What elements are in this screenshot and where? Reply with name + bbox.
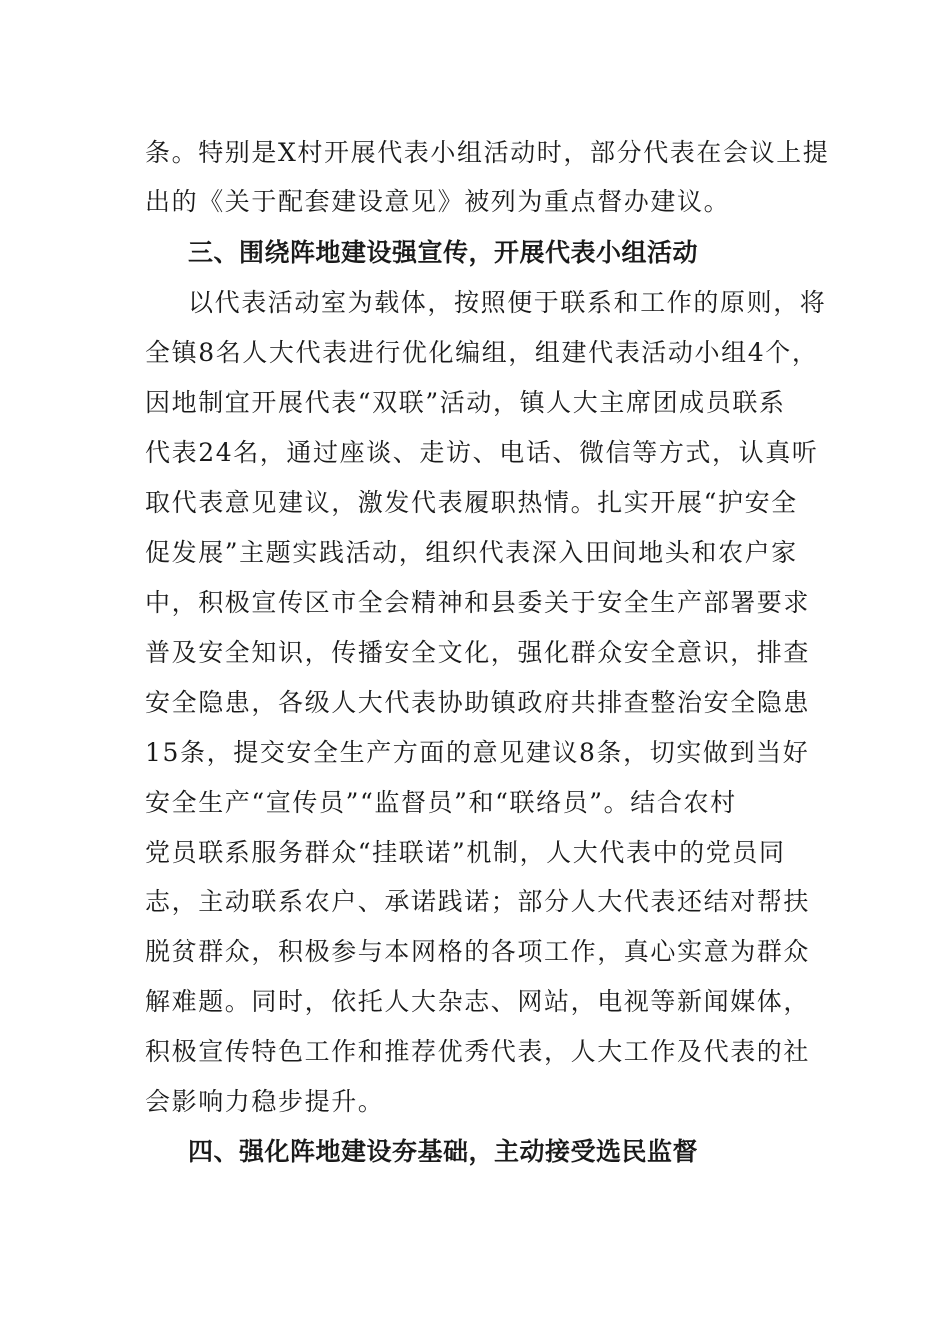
paragraph-line: 会影响力稳步提升。 — [145, 1087, 385, 1116]
paragraph-line: 志，主动联系农户、承诺践诺；部分人大代表还结对帮扶 — [145, 887, 811, 916]
paragraph-line: 代表24名，通过座谈、走访、电话、微信等方式，认真听 — [145, 438, 819, 467]
paragraph-line: 取代表意见建议，激发代表履职热情。扎实开展“护安全 — [145, 488, 798, 517]
paragraph-line: 15条，提交安全生产方面的意见建议8条，切实做到当好 — [145, 738, 810, 767]
paragraph-line: 安全隐患，各级人大代表协助镇政府共排查整治安全隐患 — [145, 688, 811, 717]
paragraph-line: 普及安全知识，传播安全文化，强化群众安全意识，排查 — [145, 638, 811, 667]
section-heading-3: 三、围绕阵地建设强宣传，开展代表小组活动 — [188, 238, 699, 267]
paragraph-line: 解难题。同时，依托人大杂志、网站，电视等新闻媒体， — [145, 987, 811, 1016]
paragraph-line: 安全生产“宣传员”“监督员”和“联络员”。结合农村 — [145, 788, 737, 817]
paragraph-line: 积极宣传特色工作和推荐优秀代表，人大工作及代表的社 — [145, 1037, 811, 1066]
paragraph-line: 中，积极宣传区市全会精神和县委关于安全生产部署要求 — [145, 588, 811, 617]
paragraph-line: 出的《关于配套建设意见》被列为重点督办建议。 — [145, 187, 731, 216]
paragraph-line: 脱贫群众，积极参与本网格的各项工作，真心实意为群众 — [145, 937, 811, 966]
paragraph-line: 以代表活动室为载体，按照便于联系和工作的原则，将 — [188, 288, 827, 317]
paragraph-line: 全镇8名人大代表进行优化编组，组建代表活动小组4个， — [145, 338, 819, 367]
section-heading-4: 四、强化阵地建设夯基础，主动接受选民监督 — [188, 1137, 699, 1166]
paragraph-line: 因地制宜开展代表“双联”活动，镇人大主席团成员联系 — [145, 388, 786, 417]
paragraph-line: 党员联系服务群众“挂联诺”机制，人大代表中的党员同 — [145, 838, 786, 867]
paragraph-line: 条。特别是X村开展代表小组活动时，部分代表在会议上提 — [145, 138, 830, 167]
paragraph-line: 促发展”主题实践活动，组织代表深入田间地头和农户家 — [145, 538, 798, 567]
